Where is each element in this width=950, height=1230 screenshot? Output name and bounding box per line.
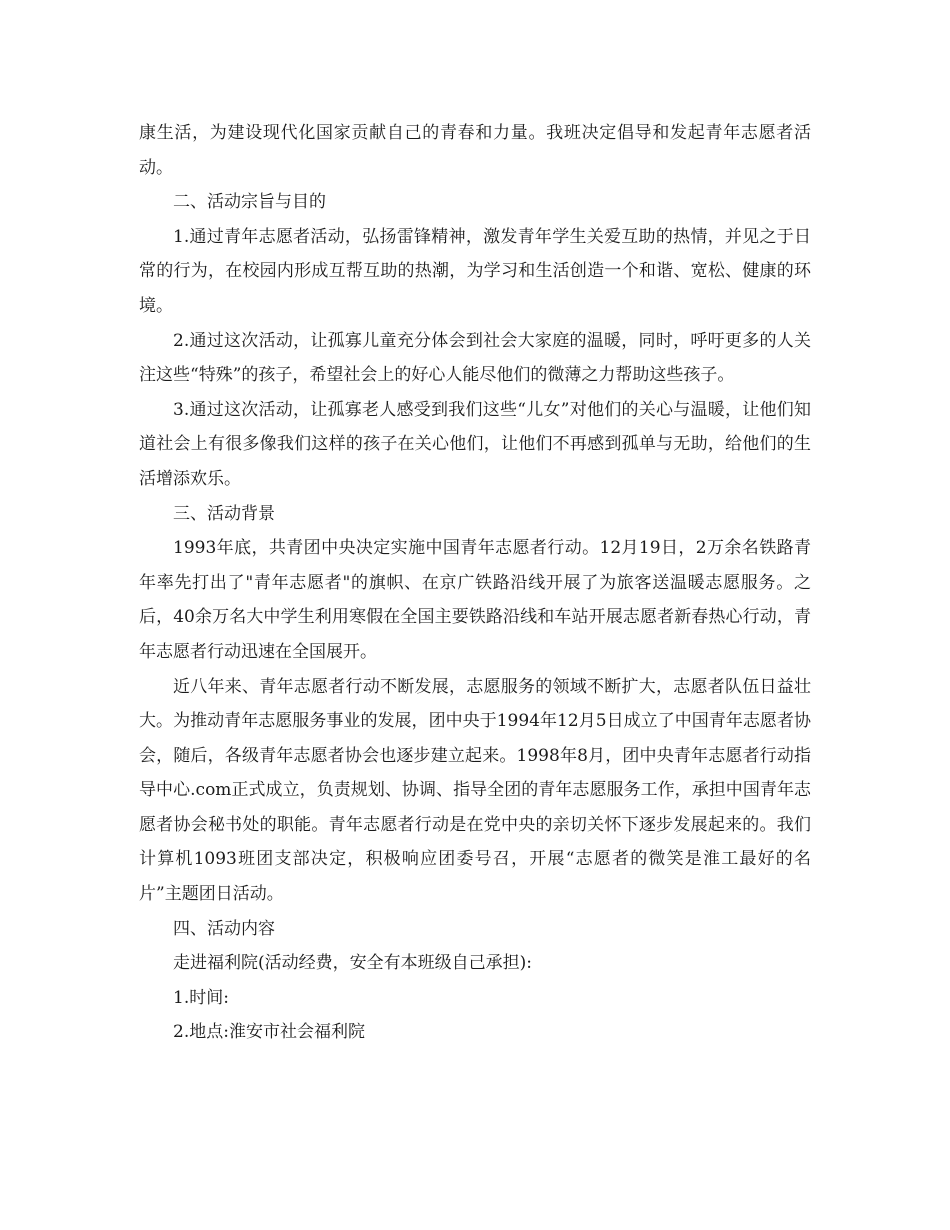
content-item-location: 2.地点:淮安市社会福利院 <box>173 1022 365 1043</box>
section-heading-content: 四、活动内容 <box>173 918 275 939</box>
background-paragraph-2: 近八年来、青年志愿者行动不断发展，志愿服务的领域不断扩大，志愿者队伍日益壮大。为推动青年志愿服务事业的发展，团中央于1994年12月5日成立了中国青年志愿者协会，随后，各级青年志愿者协会也逐步建立起来。1998年8月，团中央青年志愿者行动指导中心.com正式成立，负责规划、协调、指导全团的青年志愿服务工作，承担中国青年志愿者协会秘书处的职能。青年志愿者行动是在党中央的亲切关怀下逐步发展起来的。我们计算机1093班团支部决定，积极响应团委号召，开展“志愿者的微笑是淮工最好的名片”主题团日活动。 <box>139 676 811 905</box>
section-heading-background: 三、活动背景 <box>173 503 275 524</box>
content-item-time: 1.时间: <box>173 987 229 1008</box>
purpose-item-2: 2.通过这次活动，让孤寡儿童充分体会到社会大家庭的温暖，同时，呼吁更多的人关注这些“特殊”的孩子，希望社会上的好心人能尽他们的微薄之力帮助这些孩子。 <box>139 330 811 386</box>
purpose-item-1: 1.通过青年志愿者活动，弘扬雷锋精神，激发青年学生关爱互助的热情，并见之于日常的行为，在校园内形成互帮互助的热潮，为学习和生活创造一个和谐、宽松、健康的环境。 <box>139 226 811 316</box>
content-intro: 走进福利院(活动经费，安全有本班级自己承担): <box>173 953 532 974</box>
document-body <box>139 116 811 1050</box>
intro-paragraph-continuation: 康生活，为建设现代化国家贡献自己的青春和力量。我班决定倡导和发起青年志愿者活动。 <box>139 123 811 178</box>
background-paragraph-1: 1993年底，共青团中央决定实施中国青年志愿者行动。12月19日，2万余名铁路青年率先打出了"青年志愿者"的旗帜、在京广铁路沿线开展了为旅客送温暖志愿服务。之后，40余万名大中学生利用寒假在全国主要铁路沿线和车站开展志愿者新春热心行动，青年志愿者行动迅速在全国展开。 <box>139 538 811 662</box>
section-heading-purpose: 二、活动宗旨与目的 <box>173 192 326 213</box>
purpose-item-3: 3.通过这次活动，让孤寡老人感受到我们这些“儿女”对他们的关心与温暖，让他们知道社会上有很多像我们这样的孩子在关心他们，让他们不再感到孤单与无助，给他们的生活增添欢乐。 <box>139 399 811 489</box>
